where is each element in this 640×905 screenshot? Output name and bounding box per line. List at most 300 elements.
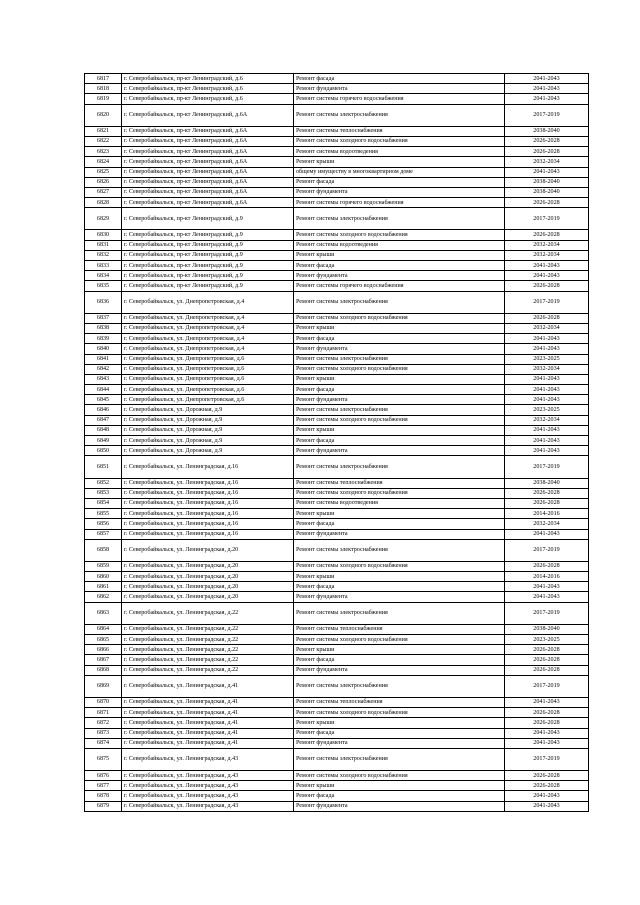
row-address: г. Северобайкальск, ул. Ленинградская, д.41 bbox=[122, 708, 294, 718]
row-work-type: Ремонт системы электроснабжения bbox=[294, 675, 505, 697]
row-address: г. Северобайкальск, ул. Ленинградская, д.16 bbox=[122, 456, 294, 478]
row-work-type: Ремонт фундамента bbox=[294, 529, 505, 539]
row-work-type: Ремонт системы электроснабжения bbox=[294, 291, 505, 313]
row-address: г. Северобайкальск, ул. Ленинградская, д.16 bbox=[122, 498, 294, 508]
row-number: 6842 bbox=[85, 364, 122, 374]
table-row bbox=[85, 405, 589, 415]
table-row bbox=[85, 509, 589, 519]
row-number: 6832 bbox=[85, 250, 122, 260]
row-number: 6838 bbox=[85, 323, 122, 333]
row-period: 2017-2019 bbox=[505, 539, 589, 561]
row-work-type: Ремонт фасада bbox=[294, 582, 505, 592]
table-row bbox=[85, 126, 589, 136]
row-work-type: Ремонт системы горячего водоснабжения bbox=[294, 281, 505, 291]
row-work-type: Ремонт системы водоотведения bbox=[294, 147, 505, 157]
row-address: г. Северобайкальск, ул. Ленинградская, д.22 bbox=[122, 624, 294, 634]
row-period: 2026-2028 bbox=[505, 708, 589, 718]
row-number: 6868 bbox=[85, 665, 122, 675]
row-number: 6865 bbox=[85, 635, 122, 645]
row-number: 6831 bbox=[85, 240, 122, 250]
row-number: 6875 bbox=[85, 748, 122, 770]
table-row bbox=[85, 456, 589, 478]
table-row bbox=[85, 675, 589, 697]
table-row bbox=[85, 539, 589, 561]
table-row bbox=[85, 74, 589, 84]
row-number: 6879 bbox=[85, 801, 122, 811]
row-address: г. Северобайкальск, ул. Днепропетровская, д.4 bbox=[122, 334, 294, 344]
row-address: г. Северобайкальск, ул. Днепропетровская, д.6 bbox=[122, 374, 294, 384]
row-period: 2014-2016 bbox=[505, 572, 589, 582]
row-period: 2023-2025 bbox=[505, 635, 589, 645]
row-period: 2026-2028 bbox=[505, 771, 589, 781]
row-number: 6867 bbox=[85, 655, 122, 665]
table-row bbox=[85, 250, 589, 260]
row-work-type: Ремонт фундамента bbox=[294, 446, 505, 456]
row-work-type: Ремонт системы теплоснабжения bbox=[294, 624, 505, 634]
row-address: г. Северобайкальск, ул. Ленинградская, д.41 bbox=[122, 718, 294, 728]
row-address: г. Северобайкальск, ул. Ленинградская, д.22 bbox=[122, 602, 294, 624]
row-work-type: Ремонт фундамента bbox=[294, 665, 505, 675]
row-work-type: Ремонт фундамента bbox=[294, 592, 505, 602]
row-address: г. Северобайкальск, пр-кт Ленинградский, д.6А bbox=[122, 198, 294, 208]
row-number: 6828 bbox=[85, 198, 122, 208]
row-period: 2017-2019 bbox=[505, 208, 589, 230]
row-period: 2041-2043 bbox=[505, 74, 589, 84]
row-number: 6822 bbox=[85, 136, 122, 146]
row-period: 2041-2043 bbox=[505, 791, 589, 801]
row-period: 2041-2043 bbox=[505, 697, 589, 707]
row-period: 2041-2043 bbox=[505, 436, 589, 446]
row-work-type: Ремонт крыши bbox=[294, 572, 505, 582]
row-work-type: Ремонт системы электроснабжения bbox=[294, 602, 505, 624]
table-row bbox=[85, 488, 589, 498]
row-period: 2041-2043 bbox=[505, 395, 589, 405]
row-period: 2041-2043 bbox=[505, 385, 589, 395]
row-period: 2017-2019 bbox=[505, 104, 589, 126]
table-row bbox=[85, 198, 589, 208]
row-number: 6864 bbox=[85, 624, 122, 634]
row-period: 2017-2019 bbox=[505, 602, 589, 624]
table-row bbox=[85, 498, 589, 508]
row-address: г. Северобайкальск, ул. Днепропетровская, д.6 bbox=[122, 364, 294, 374]
row-work-type: Ремонт фундамента bbox=[294, 344, 505, 354]
row-work-type: Ремонт системы электроснабжения bbox=[294, 354, 505, 364]
row-number: 6859 bbox=[85, 561, 122, 571]
row-work-type: Ремонт фасада bbox=[294, 261, 505, 271]
row-address: г. Северобайкальск, пр-кт Ленинградский, д.6А bbox=[122, 147, 294, 157]
row-number: 6873 bbox=[85, 728, 122, 738]
row-work-type: Ремонт системы теплоснабжения bbox=[294, 126, 505, 136]
row-period: 2038-2040 bbox=[505, 177, 589, 187]
row-address: г. Северобайкальск, пр-кт Ленинградский, д.6А bbox=[122, 187, 294, 197]
table-row bbox=[85, 323, 589, 333]
row-address: г. Северобайкальск, ул. Ленинградская, д.16 bbox=[122, 509, 294, 519]
row-period: 2017-2019 bbox=[505, 748, 589, 770]
table-row bbox=[85, 104, 589, 126]
row-work-type: Ремонт системы водоотведения bbox=[294, 498, 505, 508]
table-row bbox=[85, 147, 589, 157]
row-number: 6851 bbox=[85, 456, 122, 478]
row-address: г. Северобайкальск, ул. Ленинградская, д.41 bbox=[122, 697, 294, 707]
row-work-type: Ремонт фундамента bbox=[294, 801, 505, 811]
row-work-type: Ремонт фасада bbox=[294, 385, 505, 395]
repair-schedule-table bbox=[84, 73, 589, 812]
row-period: 2041-2043 bbox=[505, 425, 589, 435]
row-number: 6817 bbox=[85, 74, 122, 84]
row-period: 2041-2043 bbox=[505, 271, 589, 281]
row-number: 6835 bbox=[85, 281, 122, 291]
row-work-type: Ремонт крыши bbox=[294, 323, 505, 333]
row-number: 6878 bbox=[85, 791, 122, 801]
row-number: 6874 bbox=[85, 738, 122, 748]
table-row bbox=[85, 718, 589, 728]
row-period: 2026-2028 bbox=[505, 230, 589, 240]
row-address: г. Северобайкальск, ул. Ленинградская, д.41 bbox=[122, 675, 294, 697]
row-work-type: Ремонт системы горячего водоснабжения bbox=[294, 94, 505, 104]
row-period: 2026-2028 bbox=[505, 488, 589, 498]
row-work-type: Ремонт крыши bbox=[294, 718, 505, 728]
row-work-type: Ремонт фундамента bbox=[294, 395, 505, 405]
row-number: 6824 bbox=[85, 157, 122, 167]
table-row bbox=[85, 561, 589, 571]
row-period: 2032-2034 bbox=[505, 240, 589, 250]
row-number: 6853 bbox=[85, 488, 122, 498]
row-address: г. Северобайкальск, ул. Ленинградская, д.43 bbox=[122, 801, 294, 811]
row-number: 6841 bbox=[85, 354, 122, 364]
row-period: 2038-2040 bbox=[505, 187, 589, 197]
row-period: 2026-2028 bbox=[505, 313, 589, 323]
row-period: 2032-2034 bbox=[505, 323, 589, 333]
row-number: 6849 bbox=[85, 436, 122, 446]
row-work-type: Ремонт крыши bbox=[294, 781, 505, 791]
row-address: г. Северобайкальск, пр-кт Ленинградский, д.6А bbox=[122, 136, 294, 146]
row-address: г. Северобайкальск, ул. Днепропетровская, д.6 bbox=[122, 395, 294, 405]
row-period: 2041-2043 bbox=[505, 334, 589, 344]
row-work-type: Ремонт фундамента bbox=[294, 271, 505, 281]
row-address: г. Северобайкальск, пр-кт Ленинградский, д.6А bbox=[122, 104, 294, 126]
table-row bbox=[85, 635, 589, 645]
row-address: г. Северобайкальск, ул. Ленинградская, д.20 bbox=[122, 572, 294, 582]
table-row bbox=[85, 364, 589, 374]
row-period: 2017-2019 bbox=[505, 456, 589, 478]
row-number: 6858 bbox=[85, 539, 122, 561]
row-period: 2032-2034 bbox=[505, 364, 589, 374]
table-row bbox=[85, 374, 589, 384]
row-period: 2041-2043 bbox=[505, 801, 589, 811]
row-period: 2026-2028 bbox=[505, 645, 589, 655]
row-work-type: Ремонт системы горячего водоснабжения bbox=[294, 198, 505, 208]
row-address: г. Северобайкальск, пр-кт Ленинградский, д.6 bbox=[122, 74, 294, 84]
row-work-type: Ремонт системы электроснабжения bbox=[294, 748, 505, 770]
row-address: г. Северобайкальск, ул. Ленинградская, д.41 bbox=[122, 728, 294, 738]
table-row bbox=[85, 738, 589, 748]
row-address: г. Северобайкальск, ул. Ленинградская, д.20 bbox=[122, 561, 294, 571]
row-address: г. Северобайкальск, ул. Ленинградская, д.16 bbox=[122, 488, 294, 498]
row-number: 6850 bbox=[85, 446, 122, 456]
row-period: 2014-2016 bbox=[505, 509, 589, 519]
row-address: г. Северобайкальск, пр-кт Ленинградский, д.6А bbox=[122, 167, 294, 177]
table-row bbox=[85, 84, 589, 94]
table-row bbox=[85, 478, 589, 488]
row-period: 2041-2043 bbox=[505, 592, 589, 602]
table-row bbox=[85, 281, 589, 291]
row-number: 6877 bbox=[85, 781, 122, 791]
row-period: 2038-2040 bbox=[505, 126, 589, 136]
row-period: 2041-2043 bbox=[505, 738, 589, 748]
table-row bbox=[85, 187, 589, 197]
row-period: 2041-2043 bbox=[505, 582, 589, 592]
row-address: г. Северобайкальск, пр-кт Ленинградский, д.6А bbox=[122, 157, 294, 167]
row-work-type: Ремонт системы холодного водоснабжения bbox=[294, 635, 505, 645]
table-body bbox=[85, 74, 589, 812]
row-period: 2041-2043 bbox=[505, 529, 589, 539]
row-period: 2032-2034 bbox=[505, 157, 589, 167]
row-number: 6826 bbox=[85, 177, 122, 187]
row-period: 2041-2043 bbox=[505, 446, 589, 456]
row-period: 2017-2019 bbox=[505, 675, 589, 697]
row-work-type: Ремонт системы водоотведения bbox=[294, 240, 505, 250]
row-number: 6823 bbox=[85, 147, 122, 157]
row-address: г. Северобайкальск, ул. Ленинградская, д.22 bbox=[122, 665, 294, 675]
table-row bbox=[85, 801, 589, 811]
row-number: 6830 bbox=[85, 230, 122, 240]
row-work-type: Ремонт системы теплоснабжения bbox=[294, 697, 505, 707]
table-row bbox=[85, 425, 589, 435]
row-work-type: Ремонт системы электроснабжения bbox=[294, 539, 505, 561]
table-row bbox=[85, 624, 589, 634]
row-work-type: Ремонт крыши bbox=[294, 645, 505, 655]
row-period: 2041-2043 bbox=[505, 167, 589, 177]
row-work-type: Ремонт фасада bbox=[294, 655, 505, 665]
table-row bbox=[85, 415, 589, 425]
row-number: 6869 bbox=[85, 675, 122, 697]
row-work-type: Ремонт крыши bbox=[294, 374, 505, 384]
row-period: 2032-2034 bbox=[505, 250, 589, 260]
row-work-type: Ремонт системы холодного водоснабжения bbox=[294, 708, 505, 718]
table-row bbox=[85, 572, 589, 582]
table-row bbox=[85, 781, 589, 791]
row-address: г. Северобайкальск, пр-кт Ленинградский, д.6А bbox=[122, 177, 294, 187]
row-work-type: Ремонт системы холодного водоснабжения bbox=[294, 488, 505, 498]
row-work-type: общему имуществу в многоквартирном доме bbox=[294, 167, 505, 177]
row-period: 2026-2028 bbox=[505, 147, 589, 157]
table-row bbox=[85, 385, 589, 395]
row-number: 6854 bbox=[85, 498, 122, 508]
row-number: 6818 bbox=[85, 84, 122, 94]
row-address: г. Северобайкальск, ул. Ленинградская, д.16 bbox=[122, 529, 294, 539]
row-work-type: Ремонт фасада bbox=[294, 74, 505, 84]
table-row bbox=[85, 748, 589, 770]
row-work-type: Ремонт фундамента bbox=[294, 84, 505, 94]
row-number: 6863 bbox=[85, 602, 122, 624]
row-work-type: Ремонт фундамента bbox=[294, 187, 505, 197]
row-address: г. Северобайкальск, ул. Ленинградская, д.22 bbox=[122, 655, 294, 665]
row-address: г. Северобайкальск, ул. Ленинградская, д.43 bbox=[122, 771, 294, 781]
table-row bbox=[85, 208, 589, 230]
table-row bbox=[85, 708, 589, 718]
row-period: 2023-2025 bbox=[505, 405, 589, 415]
table-row bbox=[85, 177, 589, 187]
row-address: г. Северобайкальск, ул. Днепропетровская, д.4 bbox=[122, 323, 294, 333]
row-address: г. Северобайкальск, ул. Ленинградская, д.22 bbox=[122, 645, 294, 655]
table-row bbox=[85, 94, 589, 104]
row-number: 6852 bbox=[85, 478, 122, 488]
row-number: 6862 bbox=[85, 592, 122, 602]
row-address: г. Северобайкальск, пр-кт Ленинградский, д.6 bbox=[122, 94, 294, 104]
row-address: г. Северобайкальск, ул. Днепропетровская, д.6 bbox=[122, 385, 294, 395]
row-address: г. Северобайкальск, пр-кт Ленинградский, д.9 bbox=[122, 208, 294, 230]
row-period: 2041-2043 bbox=[505, 94, 589, 104]
row-number: 6839 bbox=[85, 334, 122, 344]
row-address: г. Северобайкальск, ул. Дорожная, д.9 bbox=[122, 405, 294, 415]
row-address: г. Северобайкальск, ул. Дорожная, д.9 bbox=[122, 415, 294, 425]
table-row bbox=[85, 446, 589, 456]
row-work-type: Ремонт фасада bbox=[294, 519, 505, 529]
row-address: г. Северобайкальск, ул. Ленинградская, д.22 bbox=[122, 635, 294, 645]
table-row bbox=[85, 592, 589, 602]
table-row bbox=[85, 697, 589, 707]
row-number: 6871 bbox=[85, 708, 122, 718]
row-work-type: Ремонт фасада bbox=[294, 436, 505, 446]
row-period: 2026-2028 bbox=[505, 198, 589, 208]
row-number: 6834 bbox=[85, 271, 122, 281]
table-row bbox=[85, 665, 589, 675]
table-row bbox=[85, 136, 589, 146]
table-row bbox=[85, 529, 589, 539]
table-row bbox=[85, 261, 589, 271]
row-address: г. Северобайкальск, ул. Днепропетровская, д.6 bbox=[122, 354, 294, 364]
row-period: 2026-2028 bbox=[505, 498, 589, 508]
table-row bbox=[85, 645, 589, 655]
row-period: 2026-2028 bbox=[505, 281, 589, 291]
row-work-type: Ремонт системы холодного водоснабжения bbox=[294, 364, 505, 374]
row-address: г. Северобайкальск, ул. Ленинградская, д.16 bbox=[122, 478, 294, 488]
row-address: г. Северобайкальск, пр-кт Ленинградский, д.9 bbox=[122, 281, 294, 291]
row-address: г. Северобайкальск, пр-кт Ленинградский, д.9 bbox=[122, 230, 294, 240]
row-work-type: Ремонт системы холодного водоснабжения bbox=[294, 415, 505, 425]
row-work-type: Ремонт крыши bbox=[294, 157, 505, 167]
table-row bbox=[85, 157, 589, 167]
row-number: 6833 bbox=[85, 261, 122, 271]
row-address: г. Северобайкальск, пр-кт Ленинградский, д.9 bbox=[122, 240, 294, 250]
row-number: 6825 bbox=[85, 167, 122, 177]
table-row bbox=[85, 519, 589, 529]
row-period: 2041-2043 bbox=[505, 344, 589, 354]
table-row bbox=[85, 344, 589, 354]
row-address: г. Северобайкальск, ул. Ленинградская, д.43 bbox=[122, 781, 294, 791]
row-work-type: Ремонт системы холодного водоснабжения bbox=[294, 313, 505, 323]
row-work-type: Ремонт системы электроснабжения bbox=[294, 208, 505, 230]
row-work-type: Ремонт фасада bbox=[294, 334, 505, 344]
row-work-type: Ремонт крыши bbox=[294, 509, 505, 519]
row-work-type: Ремонт крыши bbox=[294, 250, 505, 260]
document-page bbox=[84, 73, 568, 812]
row-work-type: Ремонт системы электроснабжения bbox=[294, 104, 505, 126]
row-address: г. Северобайкальск, ул. Ленинградская, д.16 bbox=[122, 519, 294, 529]
row-address: г. Северобайкальск, ул. Ленинградская, д.20 bbox=[122, 592, 294, 602]
table-row bbox=[85, 602, 589, 624]
row-period: 2041-2043 bbox=[505, 374, 589, 384]
row-period: 2026-2028 bbox=[505, 718, 589, 728]
row-number: 6870 bbox=[85, 697, 122, 707]
row-number: 6860 bbox=[85, 572, 122, 582]
row-period: 2041-2043 bbox=[505, 728, 589, 738]
row-period: 2038-2040 bbox=[505, 624, 589, 634]
row-work-type: Ремонт системы теплоснабжения bbox=[294, 478, 505, 488]
row-work-type: Ремонт системы электроснабжения bbox=[294, 405, 505, 415]
row-number: 6819 bbox=[85, 94, 122, 104]
row-number: 6843 bbox=[85, 374, 122, 384]
row-address: г. Северобайкальск, ул. Дорожная, д.9 bbox=[122, 436, 294, 446]
row-address: г. Северобайкальск, пр-кт Ленинградский, д.6 bbox=[122, 84, 294, 94]
row-address: г. Северобайкальск, ул. Днепропетровская, д.4 bbox=[122, 291, 294, 313]
row-work-type: Ремонт системы холодного водоснабжения bbox=[294, 771, 505, 781]
row-work-type: Ремонт фасада bbox=[294, 791, 505, 801]
row-address: г. Северобайкальск, ул. Ленинградская, д.20 bbox=[122, 539, 294, 561]
row-work-type: Ремонт системы холодного водоснабжения bbox=[294, 561, 505, 571]
row-period: 2041-2043 bbox=[505, 261, 589, 271]
table-row bbox=[85, 582, 589, 592]
table-row bbox=[85, 395, 589, 405]
row-address: г. Северобайкальск, пр-кт Ленинградский, д.9 bbox=[122, 271, 294, 281]
table-row bbox=[85, 271, 589, 281]
row-address: г. Северобайкальск, ул. Днепропетровская, д.4 bbox=[122, 344, 294, 354]
row-work-type: Ремонт фасада bbox=[294, 728, 505, 738]
table-row bbox=[85, 167, 589, 177]
row-number: 6846 bbox=[85, 405, 122, 415]
table-row bbox=[85, 240, 589, 250]
row-address: г. Северобайкальск, ул. Ленинградская, д.20 bbox=[122, 582, 294, 592]
row-period: 2026-2028 bbox=[505, 136, 589, 146]
row-number: 6836 bbox=[85, 291, 122, 313]
row-period: 2026-2028 bbox=[505, 561, 589, 571]
row-number: 6848 bbox=[85, 425, 122, 435]
row-period: 2026-2028 bbox=[505, 665, 589, 675]
row-address: г. Северобайкальск, пр-кт Ленинградский, д.6А bbox=[122, 126, 294, 136]
row-number: 6821 bbox=[85, 126, 122, 136]
table-row bbox=[85, 728, 589, 738]
row-period: 2017-2019 bbox=[505, 291, 589, 313]
row-period: 2032-2034 bbox=[505, 415, 589, 425]
row-number: 6840 bbox=[85, 344, 122, 354]
row-number: 6845 bbox=[85, 395, 122, 405]
table-row bbox=[85, 655, 589, 665]
row-number: 6861 bbox=[85, 582, 122, 592]
row-period: 2032-2034 bbox=[505, 519, 589, 529]
row-number: 6872 bbox=[85, 718, 122, 728]
row-number: 6827 bbox=[85, 187, 122, 197]
row-period: 2041-2043 bbox=[505, 84, 589, 94]
row-number: 6844 bbox=[85, 385, 122, 395]
row-work-type: Ремонт системы холодного водоснабжения bbox=[294, 230, 505, 240]
row-number: 6820 bbox=[85, 104, 122, 126]
row-work-type: Ремонт системы электроснабжения bbox=[294, 456, 505, 478]
row-address: г. Северобайкальск, ул. Ленинградская, д.43 bbox=[122, 748, 294, 770]
row-address: г. Северобайкальск, ул. Дорожная, д.9 bbox=[122, 446, 294, 456]
row-work-type: Ремонт крыши bbox=[294, 425, 505, 435]
row-number: 6829 bbox=[85, 208, 122, 230]
table-row bbox=[85, 354, 589, 364]
row-period: 2026-2028 bbox=[505, 781, 589, 791]
table-row bbox=[85, 313, 589, 323]
table-row bbox=[85, 334, 589, 344]
row-address: г. Северобайкальск, ул. Дорожная, д.9 bbox=[122, 425, 294, 435]
row-number: 6857 bbox=[85, 529, 122, 539]
row-period: 2038-2040 bbox=[505, 478, 589, 488]
row-period: 2023-2025 bbox=[505, 354, 589, 364]
row-address: г. Северобайкальск, ул. Ленинградская, д.43 bbox=[122, 791, 294, 801]
row-work-type: Ремонт системы холодного водоснабжения bbox=[294, 136, 505, 146]
